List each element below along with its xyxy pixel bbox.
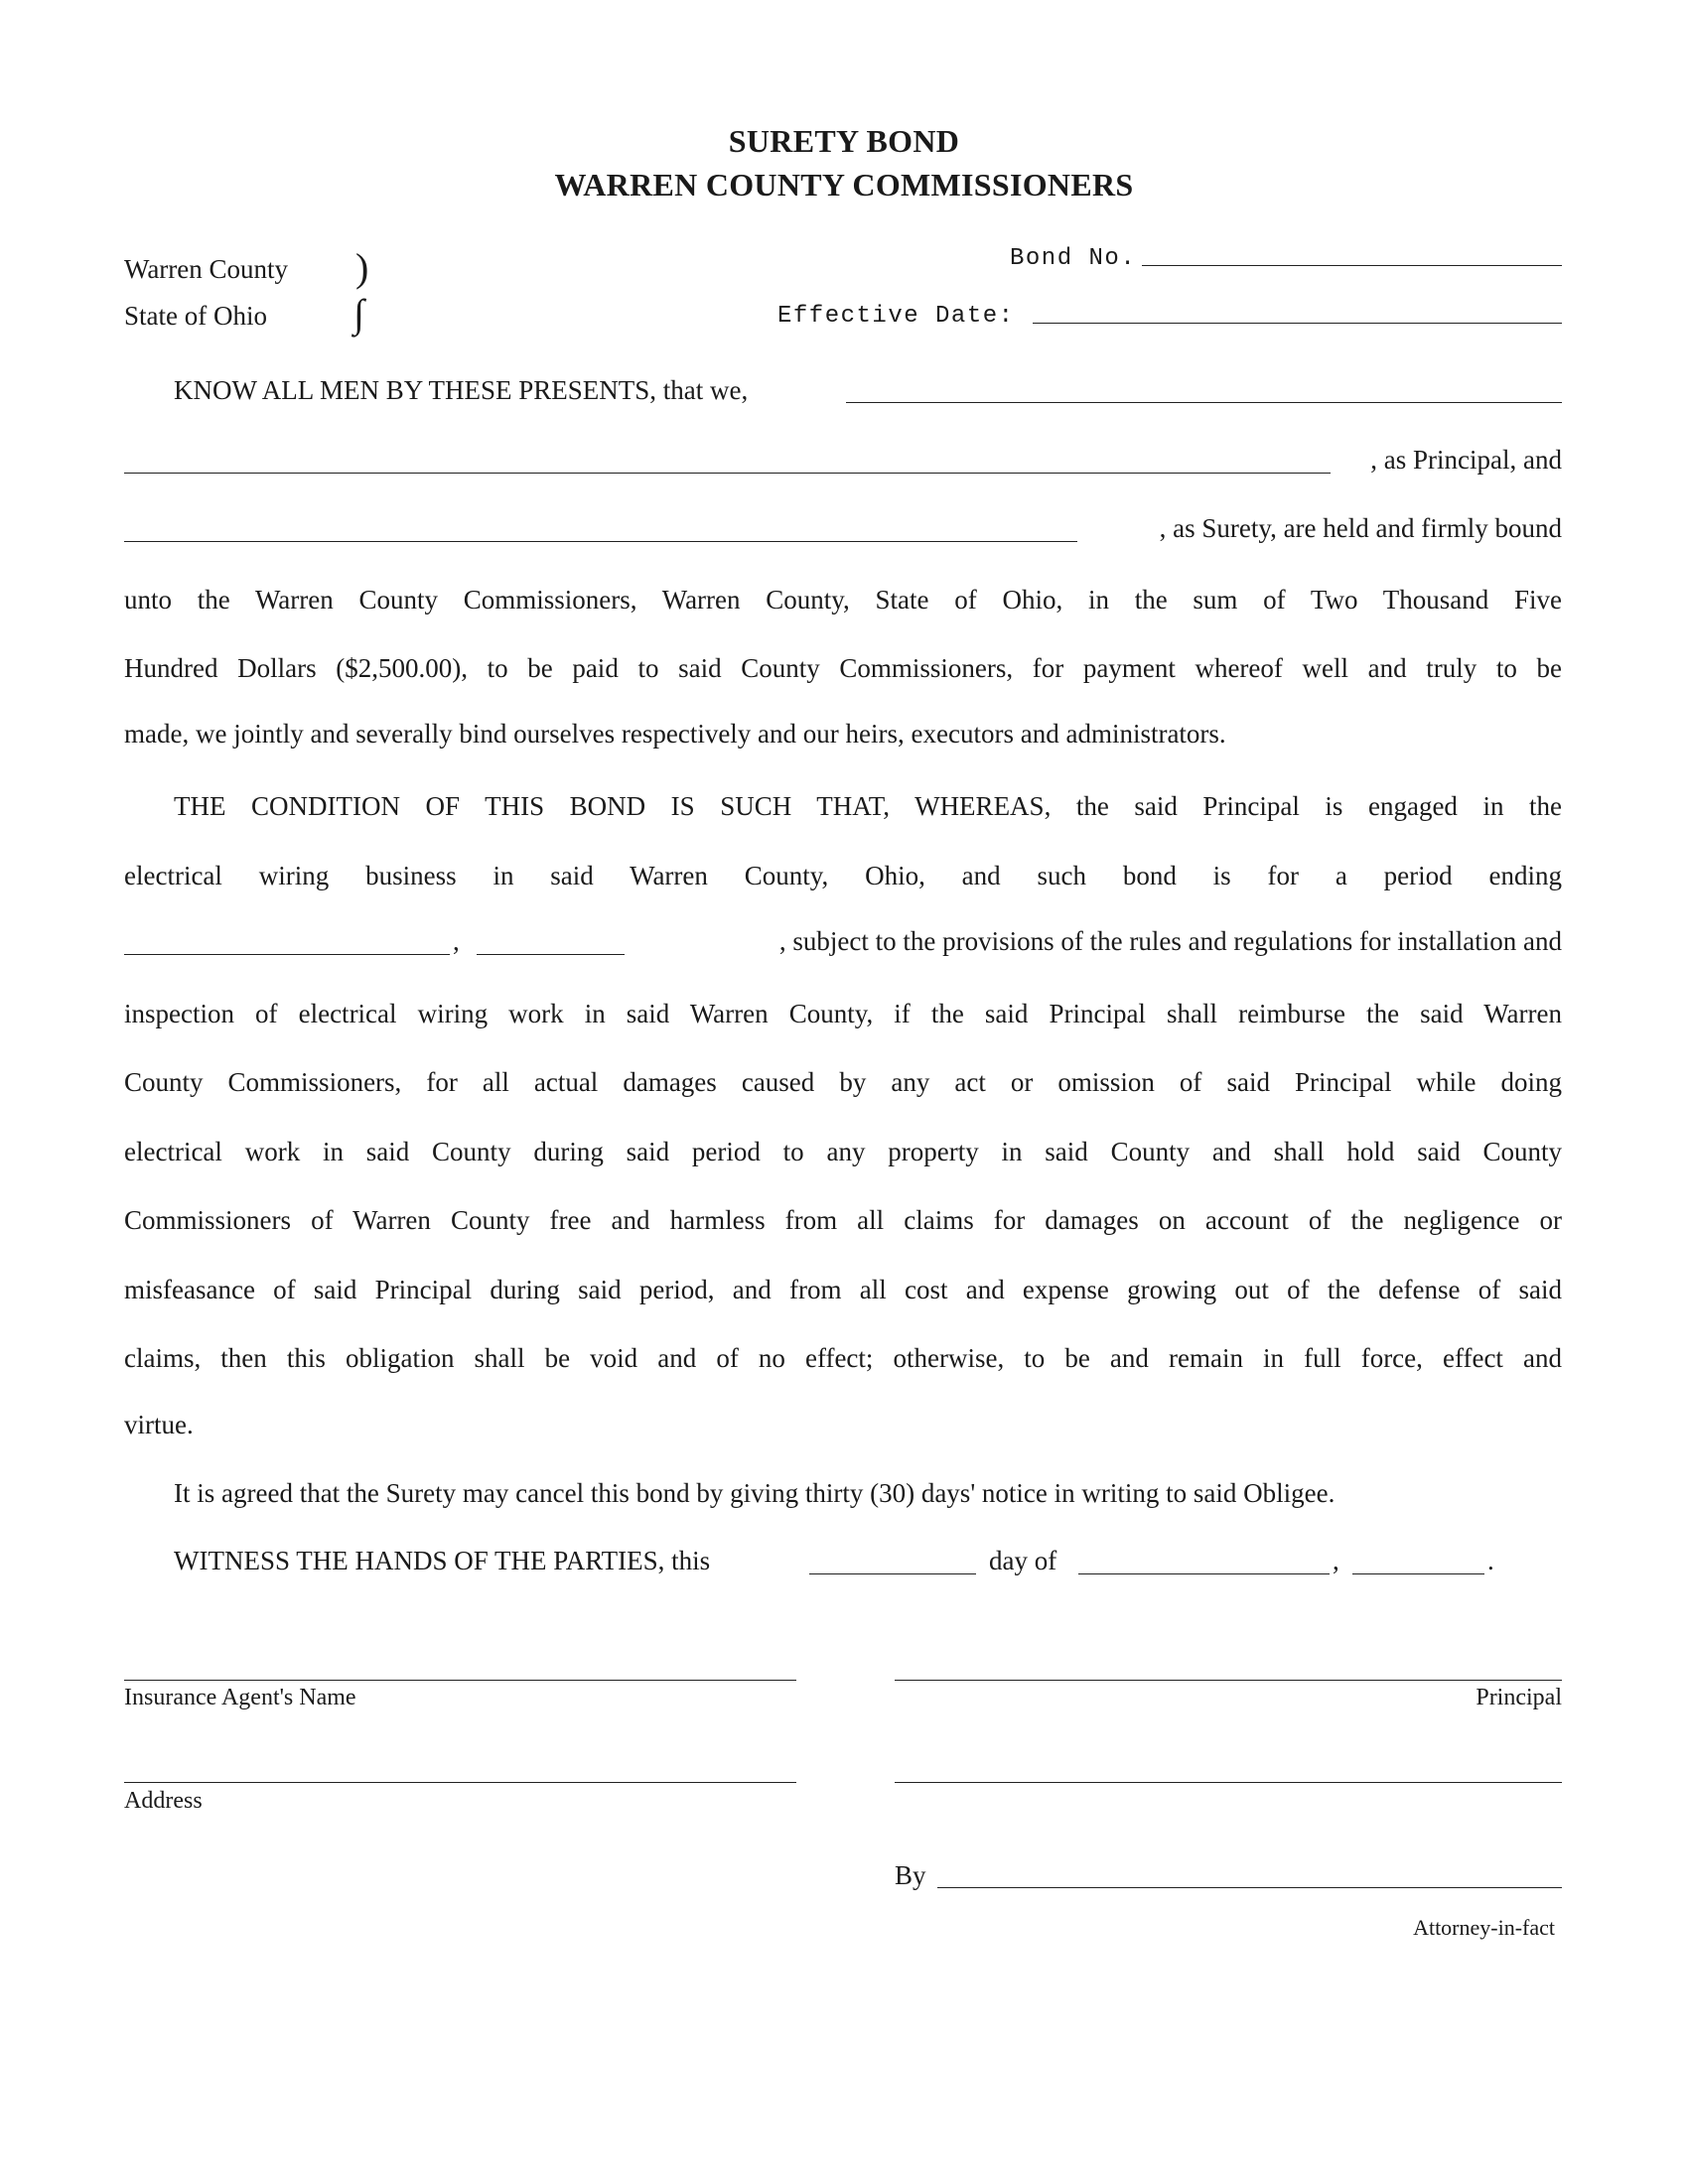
principal-name-line-1[interactable] xyxy=(846,402,1562,403)
attorney-signature-line[interactable] xyxy=(937,1887,1562,1888)
witness-day-of: day of xyxy=(989,1546,1057,1575)
obligation-line-1: unto the Warren County Commissioners, Warren County, State of Ohio, in the sum of Two Thousand Five xyxy=(124,585,1562,614)
effective-date-input[interactable] xyxy=(1033,296,1562,322)
attorney-in-fact-label: Attorney-in-fact xyxy=(1413,1915,1555,1940)
period-ending-year-line[interactable] xyxy=(477,954,625,955)
address-label: Address xyxy=(124,1788,203,1814)
condition-line-10: virtue. xyxy=(124,1410,194,1439)
witness-period: . xyxy=(1487,1546,1494,1575)
effective-date-label: Effective Date: xyxy=(777,303,1015,330)
address-signature-line[interactable] xyxy=(124,1782,796,1783)
know-all-men-text: KNOW ALL MEN BY THESE PRESENTS, that we, xyxy=(174,375,749,405)
period-ending-comma: , xyxy=(453,926,460,956)
effective-date-line xyxy=(1033,323,1562,324)
witness-year-line[interactable] xyxy=(1352,1573,1484,1574)
condition-line-2: electrical wiring business in said Warren County, Ohio, and such bond is for a period ending xyxy=(124,861,1562,890)
bond-no-label: Bond No. xyxy=(1010,245,1137,272)
period-ending-date-line[interactable] xyxy=(124,954,450,955)
condition-line-7: Commissioners of Warren County free and harmless from all claims for damages on account of the negligence or xyxy=(124,1205,1562,1235)
condition-line-5: County Commissioners, for all actual damages caused by any act or omission of said Principal while doing xyxy=(124,1067,1562,1097)
witness-comma: , xyxy=(1333,1546,1339,1575)
condition-line-3: , subject to the provisions of the rules and regulations for installation and xyxy=(778,926,1562,956)
venue-state: State of Ohio xyxy=(124,301,267,331)
condition-line-6: electrical work in said County during said period to any property in said County and shall hold said County xyxy=(124,1137,1562,1166)
venue-brace-bottom: ∫ xyxy=(353,291,364,336)
witness-prefix: WITNESS THE HANDS OF THE PARTIES, this xyxy=(174,1546,711,1575)
bond-no-line xyxy=(1142,265,1562,266)
condition-line-8: misfeasance of said Principal during said period, and from all cost and expense growing out of the defense of said xyxy=(124,1275,1562,1304)
cancellation-text: It is agreed that the Surety may cancel this bond by giving thirty (30) days' notice in writing to said Obligee. xyxy=(174,1478,1336,1508)
obligation-line-3: made, we jointly and severally bind ourselves respectively and our heirs, executors and administrators. xyxy=(124,719,1226,749)
principal-signature-line[interactable] xyxy=(895,1680,1562,1681)
surety-name-line[interactable] xyxy=(124,541,1077,542)
as-principal-text: , as Principal, and xyxy=(1370,445,1562,475)
by-label: By xyxy=(895,1860,926,1890)
condition-line-4: inspection of electrical wiring work in said Warren County, if the said Principal shall reimburse the said Warren xyxy=(124,999,1562,1028)
witness-month-line[interactable] xyxy=(1078,1573,1330,1574)
condition-line-9: claims, then this obligation shall be void and of no effect; otherwise, to be and remain in full force, effect and xyxy=(124,1343,1562,1373)
venue-brace-top: ) xyxy=(355,245,369,290)
principal-name-line-2[interactable] xyxy=(124,473,1331,474)
condition-line-1: THE CONDITION OF THIS BOND IS SUCH THAT, WHEREAS, the said Principal is engaged in the xyxy=(174,791,1562,821)
bond-no-input[interactable] xyxy=(1142,238,1562,264)
obligation-line-2: Hundred Dollars ($2,500.00), to be paid to said County Commissioners, for payment whereof well and truly to be xyxy=(124,653,1562,683)
agent-name-label: Insurance Agent's Name xyxy=(124,1685,356,1710)
page-title: SURETY BOND xyxy=(728,123,960,159)
venue-county: Warren County xyxy=(124,254,289,284)
page-subtitle: WARREN COUNTY COMMISSIONERS xyxy=(554,167,1134,203)
as-surety-text: , as Surety, are held and firmly bound xyxy=(1159,513,1562,543)
witness-day-line[interactable] xyxy=(809,1573,976,1574)
principal-second-line[interactable] xyxy=(895,1782,1562,1783)
principal-label: Principal xyxy=(1476,1685,1562,1710)
agent-name-signature-line[interactable] xyxy=(124,1680,796,1681)
